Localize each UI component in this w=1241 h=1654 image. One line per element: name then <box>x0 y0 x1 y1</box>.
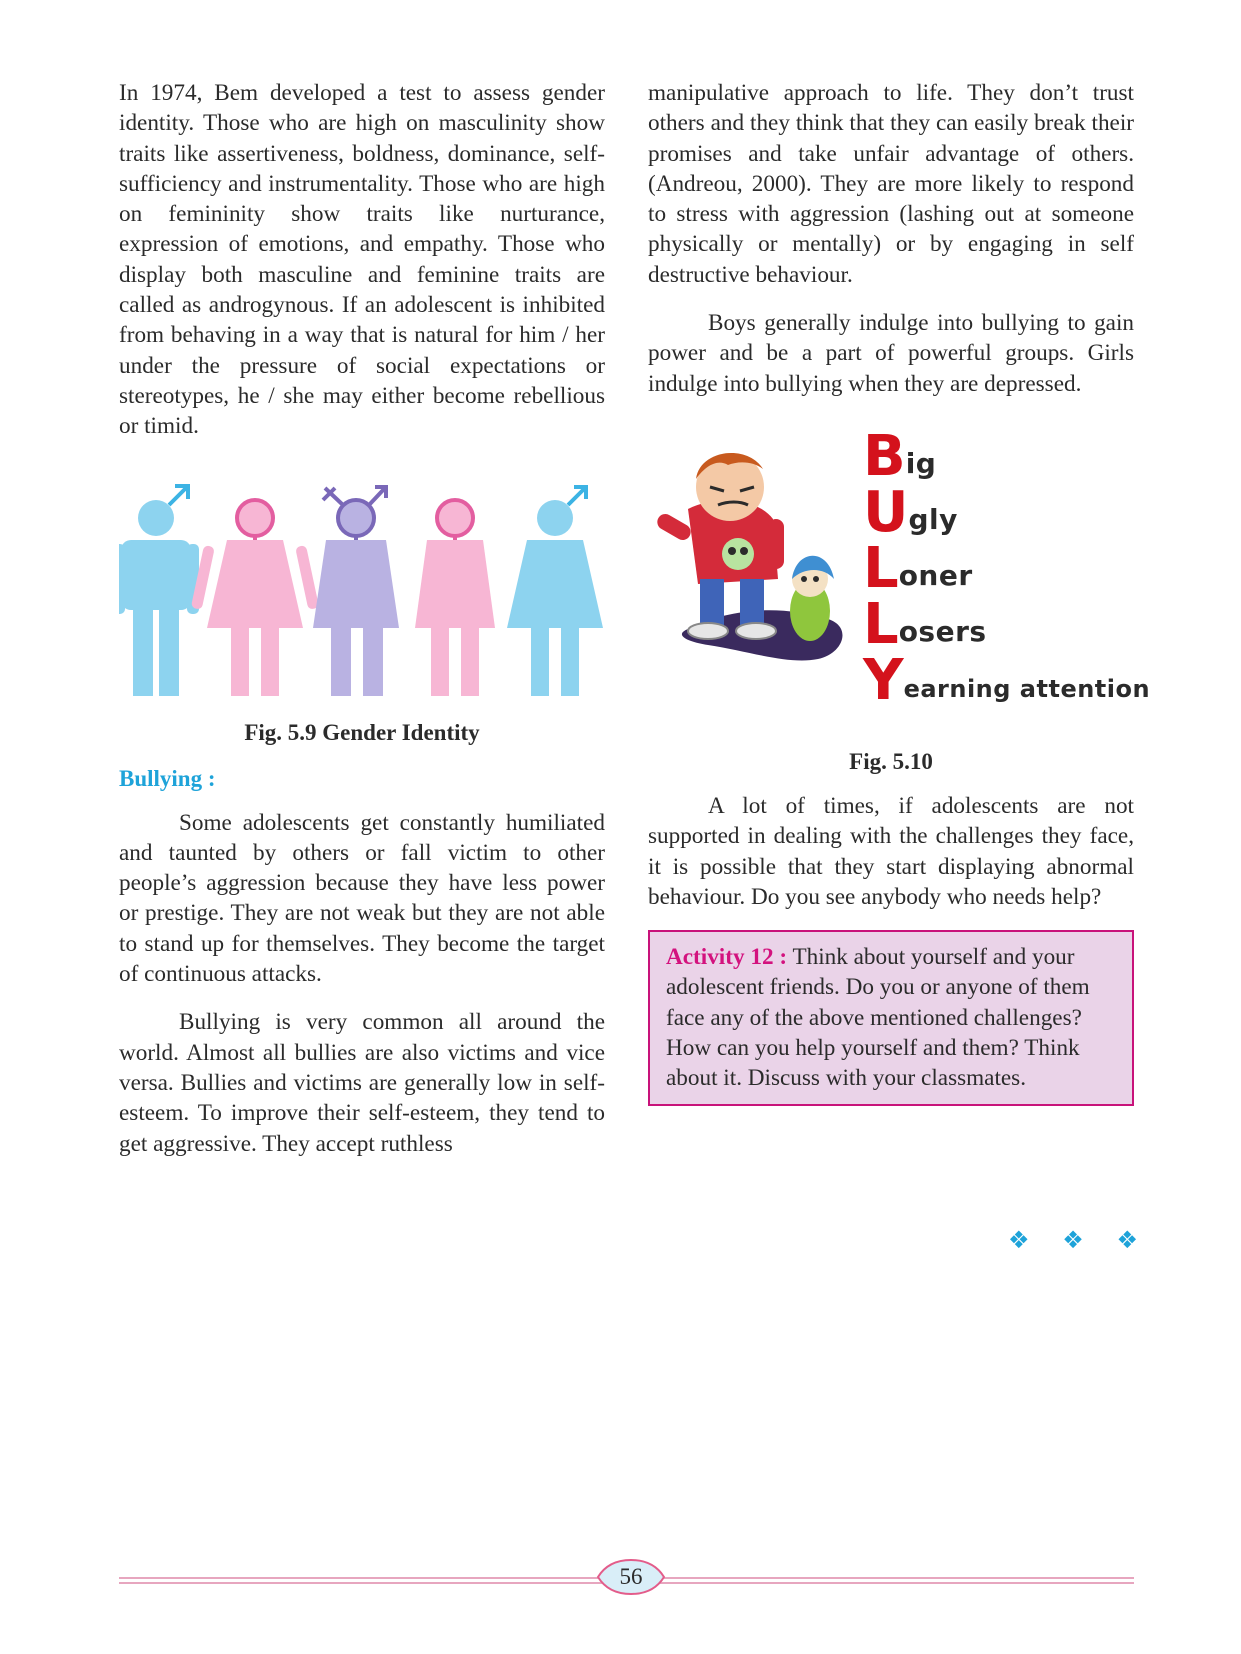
manipulative-paragraph: manipulative approach to life. They don’t trust others and they think that they can easily break their promises and take unfair advantage of others. (Andreou, 2000). They are more likely to respond to stress with aggression (lashing out at someone physically or mentally) or by engaging in self destructive behaviour. <box>648 80 1134 288</box>
figure-5-10-caption: Fig. 5.10 <box>849 748 933 774</box>
acrostic-line-losers: Losers <box>863 591 987 657</box>
abnormal-behaviour-paragraph: A lot of times, if adolescents are not supported in dealing with the challenges they face, it is possible that they start displaying abnormal behaviour. Do you see anybody who needs help? <box>648 792 1134 910</box>
acrostic-line-yearning: Yearning attention <box>863 647 1151 713</box>
ornament-diamond-icon: ❖ <box>1116 1226 1138 1254</box>
gender-identity-figure <box>119 478 605 700</box>
activity-body: Think about yourself and your adolescent friends. Do you or anyone of them face any of the above mentioned challenges? How can you help yourself and them? Think about it. Discuss with your classmates. <box>666 944 1090 1092</box>
female-blue-figure <box>507 487 603 696</box>
female-figure <box>415 500 495 696</box>
left-column <box>119 78 605 1159</box>
ornament-diamond-icon: ❖ <box>1062 1226 1084 1254</box>
transgender-figure <box>313 487 399 696</box>
male-figure <box>119 486 199 696</box>
bullying-paragraph-1: Some adolescents get constantly humiliated and taunted by others or fall victim to other people’s aggression because they have less power or prestige. They are not weak but they are not able to stand up for themselves. They become the target of continuous attacks. <box>119 809 605 988</box>
bully-cartoon-illustration <box>648 439 868 699</box>
bullying-paragraph-2: Bullying is very common all around the world. Almost all bullies are also victims and vice versa. Bullies and victims are generally low in self-esteem. To improve their self-esteem, they tend to get aggressive. They accept ruthless <box>119 1009 605 1157</box>
ornament-diamond-icon: ❖ <box>1008 1226 1030 1254</box>
acrostic-line-big: Big <box>863 423 937 489</box>
page-number: 56 <box>619 1564 643 1589</box>
right-column <box>648 78 1151 1106</box>
gender-figures-illustration <box>119 478 605 700</box>
activity-text <box>666 942 1116 1093</box>
female-figure <box>191 500 319 696</box>
acrostic-line-ugly: Ugly <box>863 479 958 545</box>
activity-12-box <box>648 930 1134 1105</box>
section-end-ornaments <box>1008 1226 1138 1254</box>
bully-acrostic-figure <box>648 423 1151 729</box>
bullying-heading: Bullying : <box>119 765 216 791</box>
acrostic-line-loner: Loner <box>863 535 973 601</box>
bem-test-paragraph: In 1974, Bem developed a test to assess gender identity. Those who are high on masculinity show traits like assertiveness, boldness, dominance, self-sufficiency and instrumentality. Those who are high on femininity show traits like nurturance, expression of emotions, and empathy. Those who display both masculine and feminine traits are called as androgynous. If an adolescent is inhibited from behaving in a way that is natural for him / her under the pressure of social expectations or stereotypes, he / she may either become rebellious or timid. <box>119 80 605 440</box>
figure-5-9-caption: Fig. 5.9 Gender Identity <box>244 719 480 745</box>
boys-girls-paragraph: Boys generally indulge into bullying to gain power and be a part of powerful groups. Girls indulge into bullying when they are depressed. <box>648 310 1134 397</box>
activity-label: Activity 12 : <box>666 944 788 971</box>
